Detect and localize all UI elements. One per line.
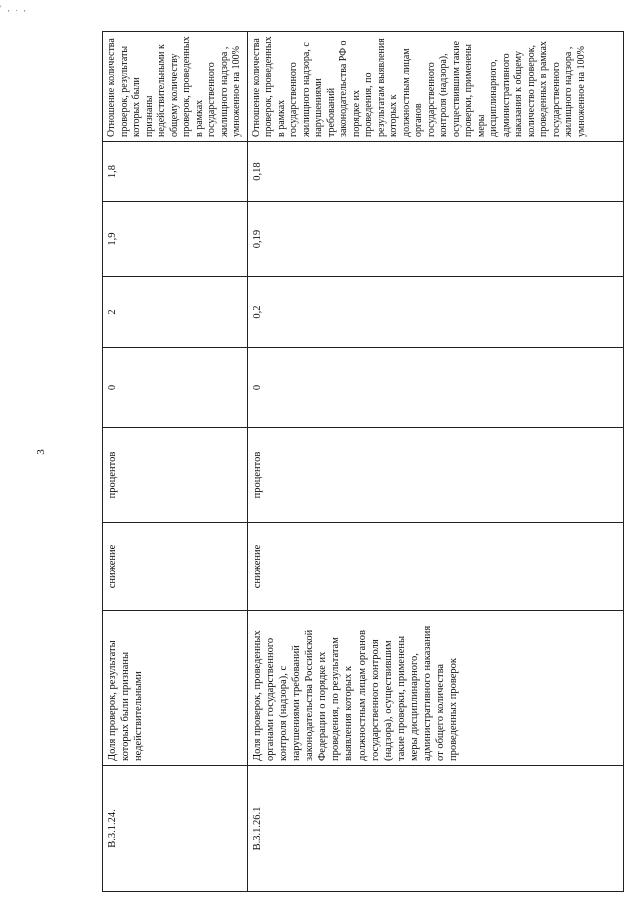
indicator-value: 0,18 <box>247 142 623 202</box>
indicator-code: В.3.1.24. <box>103 766 248 892</box>
indicator-name: Доля проверок, проведенных органами государственного контроля (надзора), с нарушениями требований законодательства Российской Федерации о порядке их проведения, по результатам выявления которых к должностным лицам органов государственного контроля (надзора), осуществившим такие проверки, применены меры дисциплинарного, административного наказания от общего количества проведенных проверок <box>247 611 623 766</box>
indicator-value: 0,19 <box>247 202 623 277</box>
indicator-direction: снижение <box>103 523 248 611</box>
indicator-value: 0 <box>103 348 248 428</box>
indicator-description: Отношение количества проверок, проведенных в рамках государственного жилищного надзора, с нарушениями требований законодательства РФ о порядке их проведения, по результатам выявления которых к должностным лицам органов государственного контроля (надзора), осуществившим такие проверки, применены меры дисциплинарного, административного наказания к общему количество проверок, проведенных в рамках государственного жилищного надзора , умноженное на 100% <box>247 32 623 142</box>
indicator-unit: процентов <box>247 428 623 523</box>
indicator-value: 0,2 <box>247 277 623 348</box>
indicator-table <box>102 31 624 892</box>
table-row <box>103 32 248 892</box>
indicator-value: 1,8 <box>103 142 248 202</box>
indicator-unit: процентов <box>103 428 248 523</box>
indicator-name: Доля проверок, результаты которых были признаны недействительными <box>103 611 248 766</box>
indicator-value: 0 <box>247 348 623 428</box>
indicator-direction: снижение <box>247 523 623 611</box>
indicator-table-rotated <box>102 32 587 892</box>
indicator-value: 1,9 <box>103 202 248 277</box>
corner-scan-mark: ' , . , <box>0 4 28 13</box>
indicator-value: 2 <box>103 277 248 348</box>
table-row <box>247 32 623 892</box>
indicator-code: В.3.1.26.1 <box>247 766 623 892</box>
indicator-description: Отношение количества проверок, результаты которых были признаны недействительными к общему количеству проверок, проведенных в рамках государственного жилищного надзора , умноженное на 100% <box>103 32 248 142</box>
page-number: 3 <box>34 449 47 455</box>
